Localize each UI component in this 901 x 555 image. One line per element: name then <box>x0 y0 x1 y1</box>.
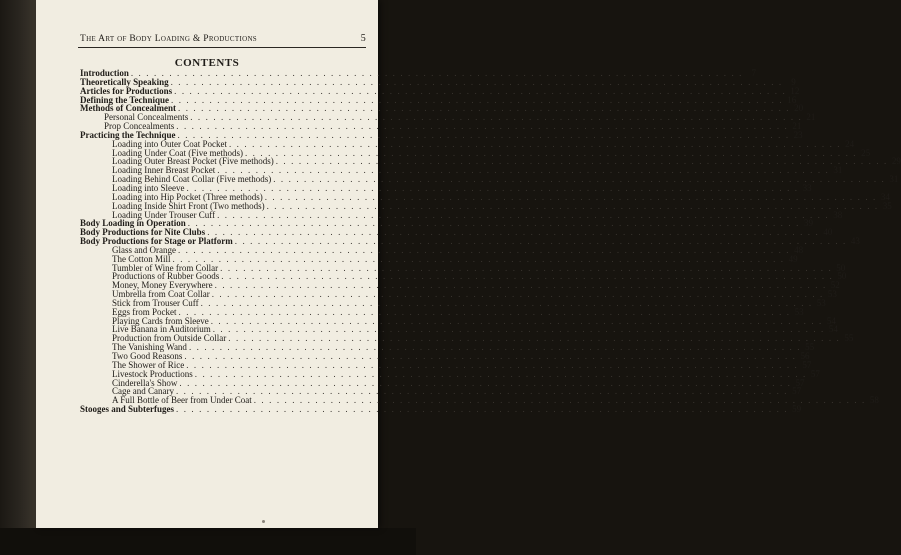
toc-entry-page: 57 <box>795 377 805 388</box>
toc-entry-title: Eggs from Pocket <box>112 306 177 317</box>
toc-entry-title: Loading Under Coat (Five methods) <box>112 147 243 158</box>
toc-entry-page: 21 <box>806 112 816 123</box>
toc-entry-title: The Vanishing Wand <box>112 342 187 353</box>
toc-entry-title: Defining the Technique <box>80 94 170 105</box>
toc-leader-dots: . . . . . . . . . . . . . . . . . . . . . . . . . . . . . . . . . . . . . . . . . . . . . . . . . . . . . . . . . . . . . . . . . . . . . . . . . . . . . . . . <box>211 289 824 300</box>
toc-entry-title: Methods of Concealment <box>80 103 176 114</box>
toc-entry-page: 29 <box>891 156 901 167</box>
header-rule <box>78 47 366 48</box>
toc-leader-dots: . . . . . . . . . . . . . . . . . . . . . . . . . . . . . . . . . . . . . . . . . . . . . . . . . . . . . . . . . . . . . . . . . . . . . . . . . . . . . . . . <box>200 297 813 308</box>
toc-leader-dots: . . . . . . . . . . . . . . . . . . . . . . . . . . . . . . . . . . . . . . . . . . . . . . . . . . . . . . . . . . . . . . . . . . . . . . . . . . . . . . . . <box>190 112 803 123</box>
toc-entry-page: 38 <box>833 209 843 220</box>
toc-entry-title: Stick from Trouser Cuff <box>112 297 199 308</box>
toc-leader-dots: . . . . . . . . . . . . . . . . . . . . . . . . . . . . . . . . . . . . . . . . . . . . . . . . . . . . . . . . . . . . . . . . . . . . . . . . . . . . . . . . <box>244 147 858 158</box>
toc-entry-title: Practicing the Technique <box>80 129 176 140</box>
toc-entry-page: 9 <box>791 76 796 87</box>
toc-entry-page: 49 <box>788 253 798 264</box>
background-left-edge <box>0 0 36 555</box>
toc-entry-page: 40 <box>823 227 833 238</box>
running-header <box>80 34 366 44</box>
toc-entry-title: Productions of Rubber Goods <box>112 271 220 282</box>
toc-entry-title: Body Loading in Operation <box>80 218 186 229</box>
toc-entry-page: 54 <box>828 324 838 335</box>
toc-leader-dots: . . . . . . . . . . . . . . . . . . . . . . . . . . . . . . . . . . . . . . . . . . . . . . . . . . . . . . . . . . . . . . . . . . . . . . . . . . . . . . . . <box>220 262 833 273</box>
toc-leader-dots: . . . . . . . . . . . . . . . . . . . . . . . . . . . . . . . . . . . . . . . . . . . . . . . . . . . . . . . . . . . . . . . . . . . . . . . . . . . . . . . . <box>214 280 827 291</box>
toc-entry-title: Tumbler of Wine from Collar <box>112 262 219 273</box>
toc-leader-dots: . . . . . . . . . . . . . . . . . . . . . . . . . . . . . . . . . . . . . . . . . . . . . . . . . . . . . . . . . . . . . . . . . . . . . . . . . . . . . . . . <box>178 306 791 317</box>
toc-leader-dots: . . . . . . . . . . . . . . . . . . . . . . . . . . . . . . . . . . . . . . . . . . . . . . . . . . . . . . . . . . . . . . . . . . . . . . . . . . . . . . . . <box>264 191 877 202</box>
running-header-title: The Art of Body Loading & Productions <box>80 34 257 44</box>
toc-entry-title: Loading Outer Breast Pocket (Five methods) <box>112 156 274 167</box>
toc-entry-page: 35 <box>882 200 892 211</box>
toc-entry-page: 23 <box>793 129 803 140</box>
toc-entry-title: Playing Cards from Sleeve <box>112 315 209 326</box>
toc-entry-page: 7 <box>751 68 757 78</box>
toc-entry-title: Body Productions for Nite Clubs <box>80 227 206 238</box>
toc-entry-title: Introduction <box>80 68 129 78</box>
toc-leader-dots: . . . . . . . . . . . . . . . . . . . . . . . . . . . . . . . . . . . . . . . . . . . . . . . . . . . . . . . . . . . . . . . . . . . . . . . . . . . . . . . . <box>176 404 789 415</box>
toc-leader-dots: . . . . . . . . . . . . . . . . . . . . . . . . . . . . . . . . . . . . . . . . . . . . . . . . . . . . . . . . . . . . . . . . . . . . . . . . . . . . . . . . <box>130 68 744 78</box>
toc-entry-title: Personal Concealments <box>104 112 189 123</box>
toc-entry-page: 55 <box>844 333 854 344</box>
toc-entry-page: 16 <box>787 94 797 105</box>
toc-leader-dots: . . . . . . . . . . . . . . . . . . . . . . . . . . . . . . . . . . . . . . . . . . . . . . . . . . . . . . . . . . . . . . . . . . . . . . . . . . . . . . . . <box>228 138 842 149</box>
toc-leader-dots: . . . . . . . . . . . . . . . . . . . . . . . . . . . . . . . . . . . . . . . . . . . . . . . . . . . . . . . . . . . . . . . . . . . . . . . . . . . . . . . . <box>221 271 834 282</box>
toc-entry-page: 48 <box>794 244 804 255</box>
toc-entry-title: Money, Money Everywhere <box>112 280 213 291</box>
toc-entry-title: Body Productions for Stage or Platform <box>80 236 233 247</box>
toc-entry-title: Loading Inner Breast Pocket <box>112 165 216 176</box>
toc-entry-title: The Cotton Mill <box>112 253 171 264</box>
toc-entry-page: 24 <box>845 138 855 149</box>
toc-entry-page: 59 <box>792 404 802 415</box>
toc-leader-dots: . . . . . . . . . . . . . . . . . . . . . . . . . . . . . . . . . . . . . . . . . . . . . . . . . . . . . . . . . . . . . . . . . . . . . . . . . . . . . . . . <box>186 359 799 370</box>
toc-entry-title: Glass and Orange <box>112 244 176 255</box>
toc-entry-page: 53 <box>827 289 837 300</box>
toc-entry-page: 33 <box>802 182 812 193</box>
toc-entry-page: 50 <box>837 271 847 282</box>
toc-leader-dots: . . . . . . . . . . . . . . . . . . . . . . . . . . . . . . . . . . . . . . . . . . . . . . . . . . . . . . . . . . . . . . . . . . . . . . . . . . . . . . . . <box>174 85 787 96</box>
toc-entry-title: Umbrella from Coat Collar <box>112 289 210 300</box>
toc-leader-dots: . . . . . . . . . . . . . . . . . . . . . . . . . . . . . . . . . . . . . . . . . . . . . . . . . . . . . . . . . . . . . . . . . . . . . . . . . . . . . . . . <box>171 94 784 105</box>
toc-entry-page: 25 <box>861 147 871 158</box>
toc-entry-title: Articles for Productions <box>80 85 173 96</box>
toc-entry-title: Cinderella's Show <box>112 377 178 388</box>
toc-entry-title: Production from Outside Collar <box>112 333 227 344</box>
toc-leader-dots: . . . . . . . . . . . . . . . . . . . . . . . . . . . . . . . . . . . . . . . . . . . . . . . . . . . . . . . . . . . . . . . . . . . . . . . . . . . . . . . . <box>266 200 879 211</box>
toc-leader-dots: . . . . . . . . . . . . . . . . . . . . . . . . . . . . . . . . . . . . . . . . . . . . . . . . . . . . . . . . . . . . . . . . . . . . . . . . . . . . . . . . <box>253 395 866 406</box>
contents-heading: CONTENTS <box>174 57 240 69</box>
toc-leader-dots: . . . . . . . . . . . . . . . . . . . . . . . . . . . . . . . . . . . . . . . . . . . . . . . . . . . . . . . . . . . . . . . . . . . . . . . . . . . . . . . . <box>176 121 789 132</box>
toc-entry-page: 20 <box>794 103 804 114</box>
toc-entry-page: 57 <box>810 368 820 379</box>
toc-leader-dots: . . . . . . . . . . . . . . . . . . . . . . . . . . . . . . . . . . . . . . . . . . . . . . . . . . . . . . . . . . . . . . . . . . . . . . . . . . . . . . . . <box>217 165 830 176</box>
toc-entry <box>80 404 802 415</box>
toc-entry-page: 52 <box>830 280 840 291</box>
toc-leader-dots: . . . . . . . . . . . . . . . . . . . . . . . . . . . . . . . . . . . . . . . . . . . . . . . . . . . . . . . . . . . . . . . . . . . . . . . . . . . . . . . . <box>172 253 785 264</box>
toc-entry-page: 53 <box>794 306 804 317</box>
toc-entry-title: Prop Concealments <box>104 121 175 132</box>
toc-entry-page: 43 <box>850 236 860 247</box>
toc-leader-dots: . . . . . . . . . . . . . . . . . . . . . . . . . . . . . . . . . . . . . . . . . . . . . . . . . . . . . . . . . . . . . . . . . . . . . . . . . . . . . . . . <box>178 103 791 114</box>
toc-entry-page: 56 <box>800 351 810 361</box>
page-speck <box>262 520 265 523</box>
toc-leader-dots: . . . . . . . . . . . . . . . . . . . . . . . . . . . . . . . . . . . . . . . . . . . . . . . . . . . . . . . . . . . . . . . . . . . . . . . . . . . . . . . . <box>188 342 802 353</box>
toc-entry-page: 55 <box>805 342 815 353</box>
toc-entry-page: 57 <box>802 359 812 370</box>
toc-leader-dots: . . . . . . . . . . . . . . . . . . . . . . . . . . . . . . . . . . . . . . . . . . . . . . . . . . . . . . . . . . . . . . . . . . . . . . . . . . . . . . . . <box>194 368 807 379</box>
toc-entry-page: 34 <box>880 191 890 202</box>
toc-leader-dots: . . . . . . . . . . . . . . . . . . . . . . . . . . . . . . . . . . . . . . . . . . . . . . . . . . . . . . . . . . . . . . . . . . . . . . . . . . . . . . . . <box>170 76 783 87</box>
toc-entry-page: 58 <box>869 395 879 406</box>
toc-leader-dots: . . . . . . . . . . . . . . . . . . . . . . . . . . . . . . . . . . . . . . . . . . . . . . . . . . . . . . . . . . . . . . . . . . . . . . . . . . . . . . . . <box>212 324 825 335</box>
toc-entry-title: Theoretically Speaking <box>80 76 169 87</box>
toc-leader-dots: . . . . . . . . . . . . . . . . . . . . . . . . . . . . . . . . . . . . . . . . . . . . . . . . . . . . . . . . . . . . . . . . . . . . . . . . . . . . . . . . <box>177 244 791 255</box>
toc-leader-dots: . . . . . . . . . . . . . . . . . . . . . . . . . . . . . . . . . . . . . . . . . . . . . . . . . . . . . . . . . . . . . . . . . . . . . . . . . . . . . . . . <box>210 315 823 326</box>
toc-entry-title: Two Good Reasons <box>112 351 183 361</box>
toc-leader-dots: . . . . . . . . . . . . . . . . . . . . . . . . . . . . . . . . . . . . . . . . . . . . . . . . . . . . . . . . . . . . . . . . . . . . . . . . . . . . . . . . <box>207 227 820 238</box>
toc-entry-page: 50 <box>836 262 846 273</box>
page-number: 5 <box>360 33 366 44</box>
book-page <box>36 0 901 528</box>
toc-entry-title: Cage and Canary <box>112 386 174 397</box>
toc-entry-page: 31 <box>833 165 843 176</box>
toc-leader-dots: . . . . . . . . . . . . . . . . . . . . . . . . . . . . . . . . . . . . . . . . . . . . . . . . . . . . . . . . . . . . . . . . . . . . . . . . . . . . . . . . <box>228 333 841 344</box>
toc-leader-dots: . . . . . . . . . . . . . . . . . . . . . . . . . . . . . . . . . . . . . . . . . . . . . . . . . . . . . . . . . . . . . . . . . . . . . . . . . . . . . . . . <box>175 386 789 397</box>
toc-entry-title: Loading into Outer Coat Pocket <box>112 138 227 149</box>
toc-leader-dots: . . . . . . . . . . . . . . . . . . . . . . . . . . . . . . . . . . . . . . . . . . . . . . . . . . . . . . . . . . . . . . . . . . . . . . . . . . . . . . . . <box>234 236 847 247</box>
toc-leader-dots: . . . . . . . . . . . . . . . . . . . . . . . . . . . . . . . . . . . . . . . . . . . . . . . . . . . . . . . . . . . . . . . . . . . . . . . . . . . . . . . . <box>184 351 797 361</box>
toc-leader-dots: . . . . . . . . . . . . . . . . . . . . . . . . . . . . . . . . . . . . . . . . . . . . . . . . . . . . . . . . . . . . . . . . . . . . . . . . . . . . . . . . <box>187 218 800 229</box>
toc-entry-title: A Full Bottle of Beer from Under Coat <box>112 395 252 406</box>
toc-entry-title: Live Banana in Auditorium <box>112 324 211 335</box>
toc-entry-page: 57 <box>792 386 802 397</box>
toc-entry-page: 53 <box>816 297 826 308</box>
toc-leader-dots: . . . . . . . . . . . . . . . . . . . . . . . . . . . . . . . . . . . . . . . . . . . . . . . . . . . . . . . . . . . . . . . . . . . . . . . . . . . . . . . . <box>179 377 792 388</box>
toc-leader-dots: . . . . . . . . . . . . . . . . . . . . . . . . . . . . . . . . . . . . . . . . . . . . . . . . . . . . . . . . . . . . . . . . . . . . . . . . . . . . . . . . <box>275 156 888 167</box>
toc-entry-title: Loading Behind Coat Collar (Five methods) <box>112 174 272 185</box>
toc-entry-page: 39 <box>803 218 813 229</box>
toc-entry-page: 21 <box>792 121 802 132</box>
toc-leader-dots: . . . . . . . . . . . . . . . . . . . . . . . . . . . . . . . . . . . . . . . . . . . . . . . . . . . . . . . . . . . . . . . . . . . . . . . . . . . . . . . . <box>217 209 830 220</box>
toc-entry-page: 31 <box>889 174 899 185</box>
toc-leader-dots: . . . . . . . . . . . . . . . . . . . . . . . . . . . . . . . . . . . . . . . . . . . . . . . . . . . . . . . . . . . . . . . . . . . . . . . . . . . . . . . . <box>273 174 886 185</box>
toc-entry-page: 12 <box>790 85 800 96</box>
background-bottom <box>0 528 416 555</box>
toc-entry-title: Livestock Productions <box>112 368 193 379</box>
toc-entry-title: Loading Under Trouser Cuff <box>112 209 216 220</box>
toc-entry-title: Loading into Hip Pocket (Three methods) <box>112 191 263 202</box>
toc-leader-dots: . . . . . . . . . . . . . . . . . . . . . . . . . . . . . . . . . . . . . . . . . . . . . . . . . . . . . . . . . . . . . . . . . . . . . . . . . . . . . . . . <box>177 129 790 140</box>
table-of-contents <box>80 68 901 415</box>
toc-entry-title: Loading Inside Shirt Front (Two methods) <box>112 200 265 211</box>
toc-entry-title: Stooges and Subterfuges <box>80 404 175 415</box>
toc-leader-dots: . . . . . . . . . . . . . . . . . . . . . . . . . . . . . . . . . . . . . . . . . . . . . . . . . . . . . . . . . . . . . . . . . . . . . . . . . . . . . . . . <box>186 182 799 193</box>
toc-entry-page: 54 <box>826 315 836 326</box>
toc-entry-title: Loading into Sleeve <box>112 182 185 193</box>
toc-entry-title: The Shower of Rice <box>112 359 185 370</box>
